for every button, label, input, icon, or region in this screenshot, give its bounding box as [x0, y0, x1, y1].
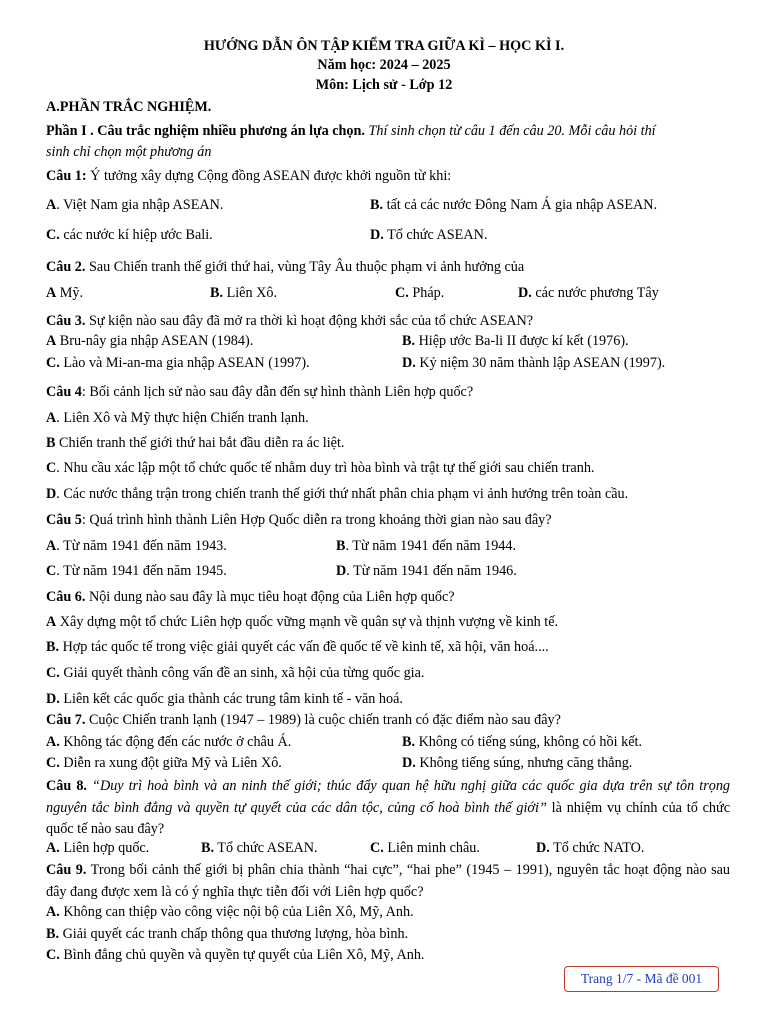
q2-option-a: A Mỹ. — [46, 285, 84, 301]
q1-option-b: B. tất cả các nước Đông Nam Á gia nhập ASEAN. — [370, 197, 658, 213]
q6-option-d: D. Liên kết các quốc gia thành các trung tâm kinh tế - văn hoá. — [46, 691, 403, 707]
q8-option-a: A. Liên hợp quốc. — [46, 840, 150, 856]
question-9: Câu 9. Trong bối cảnh thế giới bị phân chia thành “hai cực”, “hai phe” (1945 – 1991), nguyên tắc hoạt động nào sau đây đang được xem là có ý nghĩa thực tiễn đối với Liên hợp quốc? — [46, 862, 730, 900]
q8-option-c: C. Liên minh châu. — [370, 840, 480, 856]
question-7: Câu 7. Cuộc Chiến tranh lạnh (1947 – 1989) là cuộc chiến tranh có đặc điểm nào sau đây? — [46, 712, 561, 728]
subject-line: Môn: Lịch sử - Lớp 12 — [315, 77, 453, 93]
q5-option-d: D. Từ năm 1941 đến năm 1946. — [336, 563, 517, 579]
question-1: Câu 1: Ý tưởng xây dựng Cộng đồng ASEAN được khởi nguồn từ khi: — [46, 168, 452, 184]
q2-option-b: B. Liên Xô. — [210, 285, 277, 301]
q9-option-a: A. Không can thiệp vào công việc nội bộ của Liên Xô, Mỹ, Anh. — [46, 904, 414, 920]
q5-option-b: B. Từ năm 1941 đến năm 1944. — [336, 538, 517, 554]
q7-option-a: A. Không tác động đến các nước ở châu Á. — [46, 734, 292, 750]
school-year: Năm học: 2024 – 2025 — [317, 57, 451, 73]
question-8: Câu 8. “Duy trì hoà bình và an ninh thế giới; thúc đẩy quan hệ hữu nghị giữa các quốc gia dựa trên sự tôn trọng nguyên tắc bình đẳng và quyền tự quyết của các dân tộc, củng cố hoà bình thế giới” là nhiệm vụ chính của tổ chức quốc tế nào sau đây? — [46, 778, 731, 837]
part-heading: Phần I . Câu trắc nghiệm nhiều phương án lựa chọn. Thí sinh chọn từ câu 1 đến câu 20. Mỗi câu hỏi thí — [46, 123, 656, 139]
q2-option-d: D. các nước phương Tây — [518, 285, 659, 301]
q9-option-b: B. Giải quyết các tranh chấp thông qua thương lượng, hòa bình. — [46, 926, 409, 942]
q8-option-b: B. Tổ chức ASEAN. — [201, 840, 318, 856]
question-5: Câu 5: Quá trình hình thành Liên Hợp Quốc diễn ra trong khoảng thời gian nào sau đây? — [46, 512, 552, 528]
q4-option-a: A. Liên Xô và Mỹ thực hiện Chiến tranh lạnh. — [46, 410, 309, 426]
part-instruction: sinh chỉ chọn một phương án — [46, 144, 212, 160]
q6-option-c: C. Giải quyết thành công vấn đề an sinh, xã hội của từng quốc gia. — [46, 665, 425, 681]
q4-option-b: B Chiến tranh thế giới thứ hai bắt đầu diễn ra ác liệt. — [46, 435, 345, 451]
q1-option-a: A. Việt Nam gia nhập ASEAN. — [46, 197, 224, 213]
question-3: Câu 3. Sự kiện nào sau đây đã mở ra thời kì hoạt động khởi sắc của tổ chức ASEAN? — [46, 313, 534, 329]
q8-option-d: D. Tổ chức NATO. — [536, 840, 645, 856]
q5-option-c: C. Từ năm 1941 đến năm 1945. — [46, 563, 227, 579]
question-2: Câu 2. Sau Chiến tranh thế giới thứ hai, vùng Tây Âu thuộc phạm vi ảnh hưởng của — [46, 259, 525, 275]
q3-option-a: A Bru-nây gia nhập ASEAN (1984). — [46, 333, 254, 349]
q4-option-d: D. Các nước thắng trận trong chiến tranh thế giới thứ nhất phân chia phạm vi ảnh hưởng trên toàn cầu. — [46, 486, 629, 502]
doc-title: HƯỚNG DẪN ÔN TẬP KIỂM TRA GIỮA KÌ – HỌC KÌ I. — [203, 38, 565, 54]
q5-option-a: A. Từ năm 1941 đến năm 1943. — [46, 538, 227, 554]
q1-option-c: C. các nước kí hiệp ước Bali. — [46, 227, 213, 243]
question-4: Câu 4: Bối cảnh lịch sử nào sau đây dẫn đến sự hình thành Liên hợp quốc? — [46, 384, 474, 400]
q1-option-d: D. Tổ chức ASEAN. — [370, 227, 488, 243]
q7-option-b: B. Không có tiếng súng, không có hồi kết. — [402, 734, 642, 750]
q9-option-c: C. Bình đẳng chủ quyền và quyền tự quyết của Liên Xô, Mỹ, Anh. — [46, 947, 425, 963]
q2-option-c: C. Pháp. — [395, 285, 445, 301]
q3-option-b: B. Hiệp ước Ba-li II được kí kết (1976). — [402, 333, 629, 349]
q3-option-c: C. Lào và Mi-an-ma gia nhập ASEAN (1997). — [46, 355, 310, 371]
q6-option-a: A Xây dựng một tổ chức Liên hợp quốc vững mạnh về quân sự và thịnh vượng về kinh tế. — [46, 614, 559, 630]
q6-option-b: B. Hợp tác quốc tế trong việc giải quyết các vấn đề quốc tế về kinh tế, xã hội, văn hoá.... — [46, 639, 549, 655]
page-footer-badge: Trang 1/7 - Mã đề 001 — [564, 966, 719, 992]
question-6: Câu 6. Nội dung nào sau đây là mục tiêu hoạt động của Liên hợp quốc? — [46, 589, 455, 605]
q4-option-c: C. Nhu cầu xác lập một tổ chức quốc tế nhằm duy trì hòa bình và trật tự thế giới sau chiến tranh. — [46, 460, 595, 476]
q3-option-d: D. Kỷ niệm 30 năm thành lập ASEAN (1997). — [402, 355, 666, 371]
section-heading: A.PHẦN TRẮC NGHIỆM. — [46, 99, 212, 115]
q7-option-c: C. Diễn ra xung đột giữa Mỹ và Liên Xô. — [46, 755, 282, 771]
q7-option-d: D. Không tiếng súng, nhưng căng thẳng. — [402, 755, 633, 771]
